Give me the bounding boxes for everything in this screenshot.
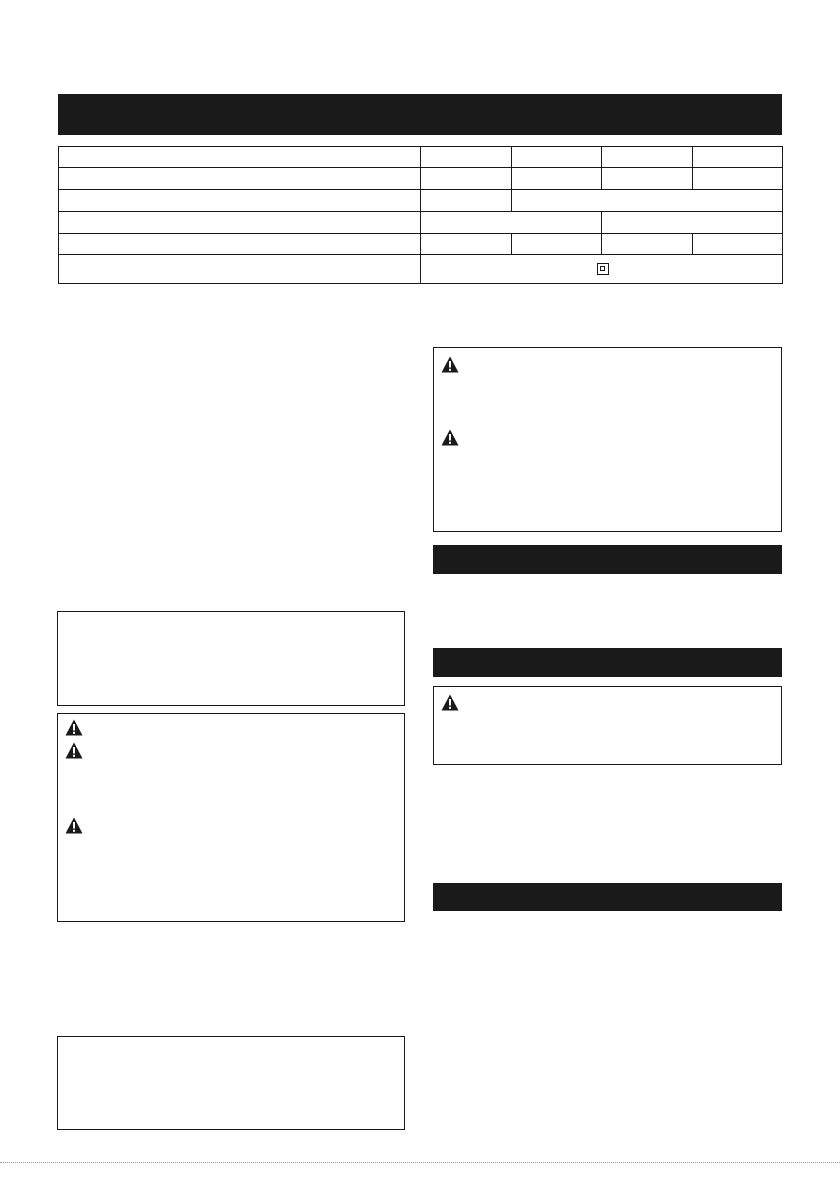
warning-triangle-icon xyxy=(65,742,83,759)
warning-triangle-icon xyxy=(441,694,459,711)
warning-box-left xyxy=(57,713,405,922)
class-ii-double-insulation-icon xyxy=(597,263,609,275)
table-cell xyxy=(692,234,783,255)
table-row xyxy=(59,212,783,234)
table-cell xyxy=(511,147,602,168)
table-cell xyxy=(59,168,421,190)
section-heading-bar xyxy=(433,648,782,677)
page-trim-line xyxy=(0,1162,840,1163)
table-cell xyxy=(421,190,512,212)
table-cell xyxy=(59,212,421,234)
table-cell xyxy=(421,147,512,168)
table-cell xyxy=(602,168,693,190)
section-heading-bar xyxy=(58,94,782,135)
table-cell xyxy=(692,168,783,190)
table-row xyxy=(59,147,783,168)
table-cell xyxy=(421,234,512,255)
warning-triangle-icon xyxy=(441,356,459,373)
table-cell xyxy=(602,212,783,234)
table-cell xyxy=(602,147,693,168)
table-row xyxy=(59,190,783,212)
table-cell xyxy=(421,168,512,190)
table-cell xyxy=(59,255,421,284)
table-cell xyxy=(59,234,421,255)
section-heading-bar xyxy=(433,883,782,911)
table-cell xyxy=(602,234,693,255)
table-cell xyxy=(59,190,421,212)
specifications-table xyxy=(58,146,783,284)
table-row xyxy=(59,168,783,190)
table-cell xyxy=(59,147,421,168)
note-box xyxy=(57,611,405,706)
warning-box-right-middle xyxy=(433,686,782,765)
table-cell xyxy=(511,168,602,190)
table-row xyxy=(59,255,783,284)
warning-triangle-icon xyxy=(441,429,459,446)
table-row xyxy=(59,234,783,255)
section-heading-bar xyxy=(433,545,782,574)
table-cell xyxy=(511,190,783,212)
table-cell xyxy=(421,212,602,234)
table-cell xyxy=(421,255,783,284)
warning-triangle-icon xyxy=(65,817,83,834)
table-cell xyxy=(692,147,783,168)
table-cell xyxy=(511,234,602,255)
note-box xyxy=(57,1036,405,1130)
warning-box-right-top xyxy=(433,347,782,532)
warning-triangle-icon xyxy=(65,719,83,736)
